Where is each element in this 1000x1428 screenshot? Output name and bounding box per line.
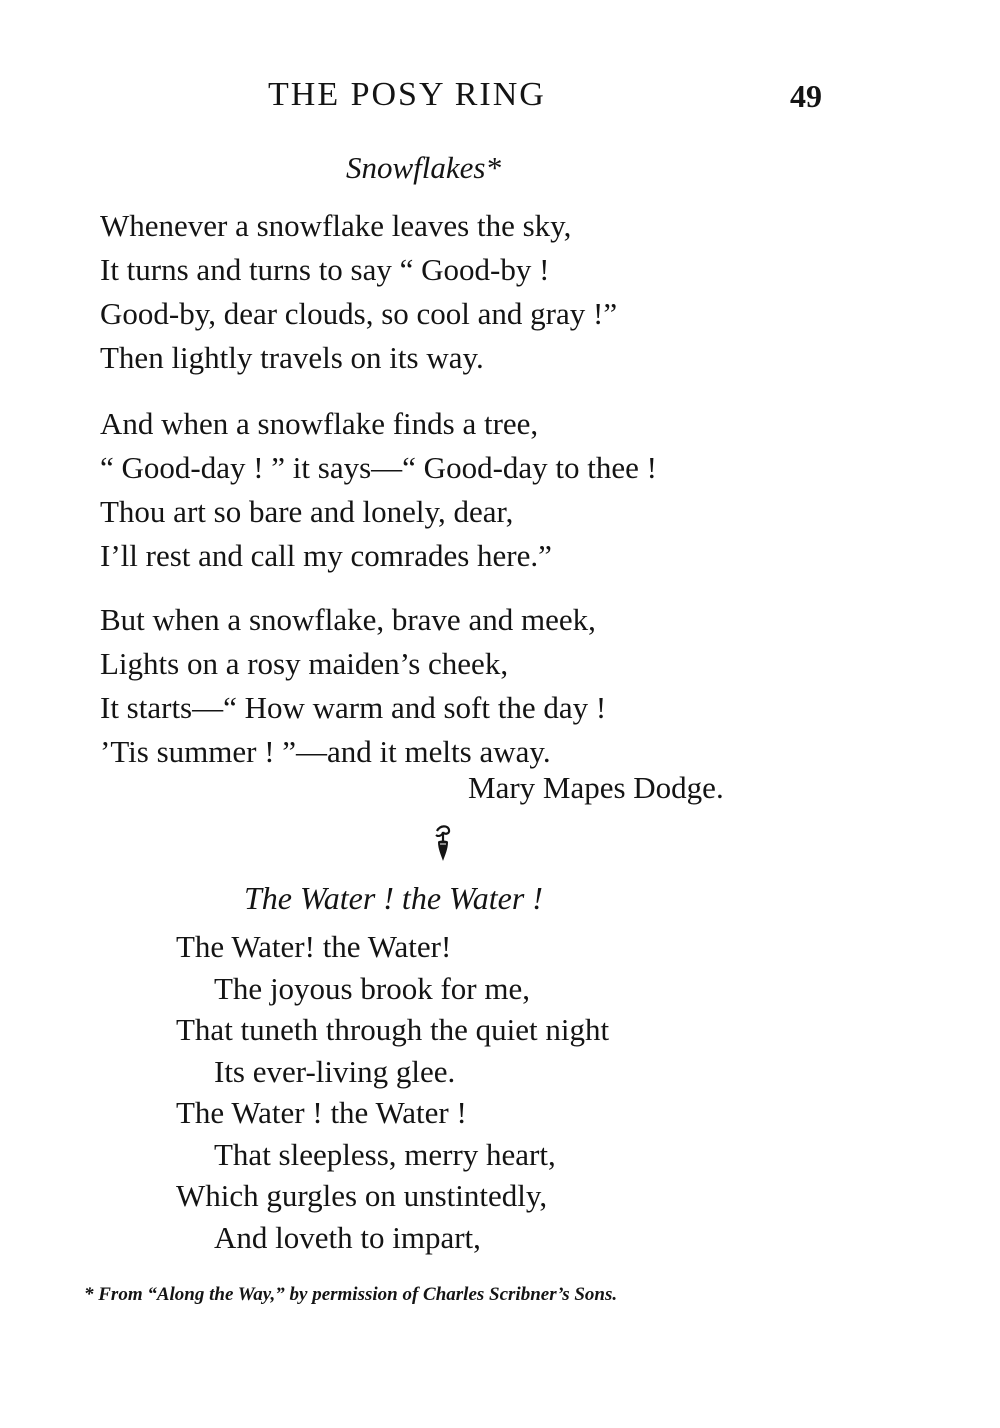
poem-line: That tuneth through the quiet night [176, 1012, 610, 1047]
poem-line: The Water ! the Water ! [176, 1095, 467, 1130]
poem-line: ’Tis summer ! ”—and it melts away. [100, 734, 551, 769]
stanza-water [176, 926, 609, 1258]
stanza-1 [100, 204, 617, 380]
poem-line: The Water! the Water! [176, 929, 452, 964]
poem-title-the-water: The Water ! the Water ! [244, 880, 543, 916]
poem-line: Which gurgles on unstintedly, [176, 1178, 548, 1213]
poem-title-snowflakes: Snowflakes* [346, 150, 501, 185]
poem-line: And when a snowflake finds a tree, [100, 406, 539, 441]
floral-ornament-icon [428, 822, 458, 864]
poem-line-indented: The joyous brook for me, [214, 970, 530, 1006]
stanza-2 [100, 402, 657, 578]
poem-line: It turns and turns to say “ Good-by ! [100, 252, 550, 287]
poem-line: Then lightly travels on its way. [100, 340, 484, 375]
poem-line: It starts—“ How warm and soft the day ! [100, 690, 607, 725]
poem-line-indented: And loveth to impart, [214, 1219, 481, 1255]
running-title: THE POSY RING [268, 76, 546, 113]
poem-line: “ Good-day ! ” it says—“ Good-day to thee ! [100, 450, 657, 485]
footnote: * From “Along the Way,” by permission of Charles Scribner’s Sons. [84, 1284, 618, 1305]
poem-line: Good-by, dear clouds, so cool and gray !” [100, 296, 618, 331]
poem-line: Lights on a rosy maiden’s cheek, [100, 646, 509, 681]
poem-line-indented: That sleepless, merry heart, [214, 1136, 556, 1172]
poem-line: But when a snowflake, brave and meek, [100, 602, 596, 637]
stanza-3 [100, 598, 606, 774]
page-number: 49 [790, 78, 822, 114]
poem-line: Whenever a snowflake leaves the sky, [100, 208, 572, 243]
poem-line: Thou art so bare and lonely, dear, [100, 494, 514, 529]
poem-line-indented: Its ever-living glee. [214, 1053, 456, 1089]
poem-line: I’ll rest and call my comrades here.” [100, 538, 552, 573]
poem-author: Mary Mapes Dodge. [468, 770, 724, 805]
